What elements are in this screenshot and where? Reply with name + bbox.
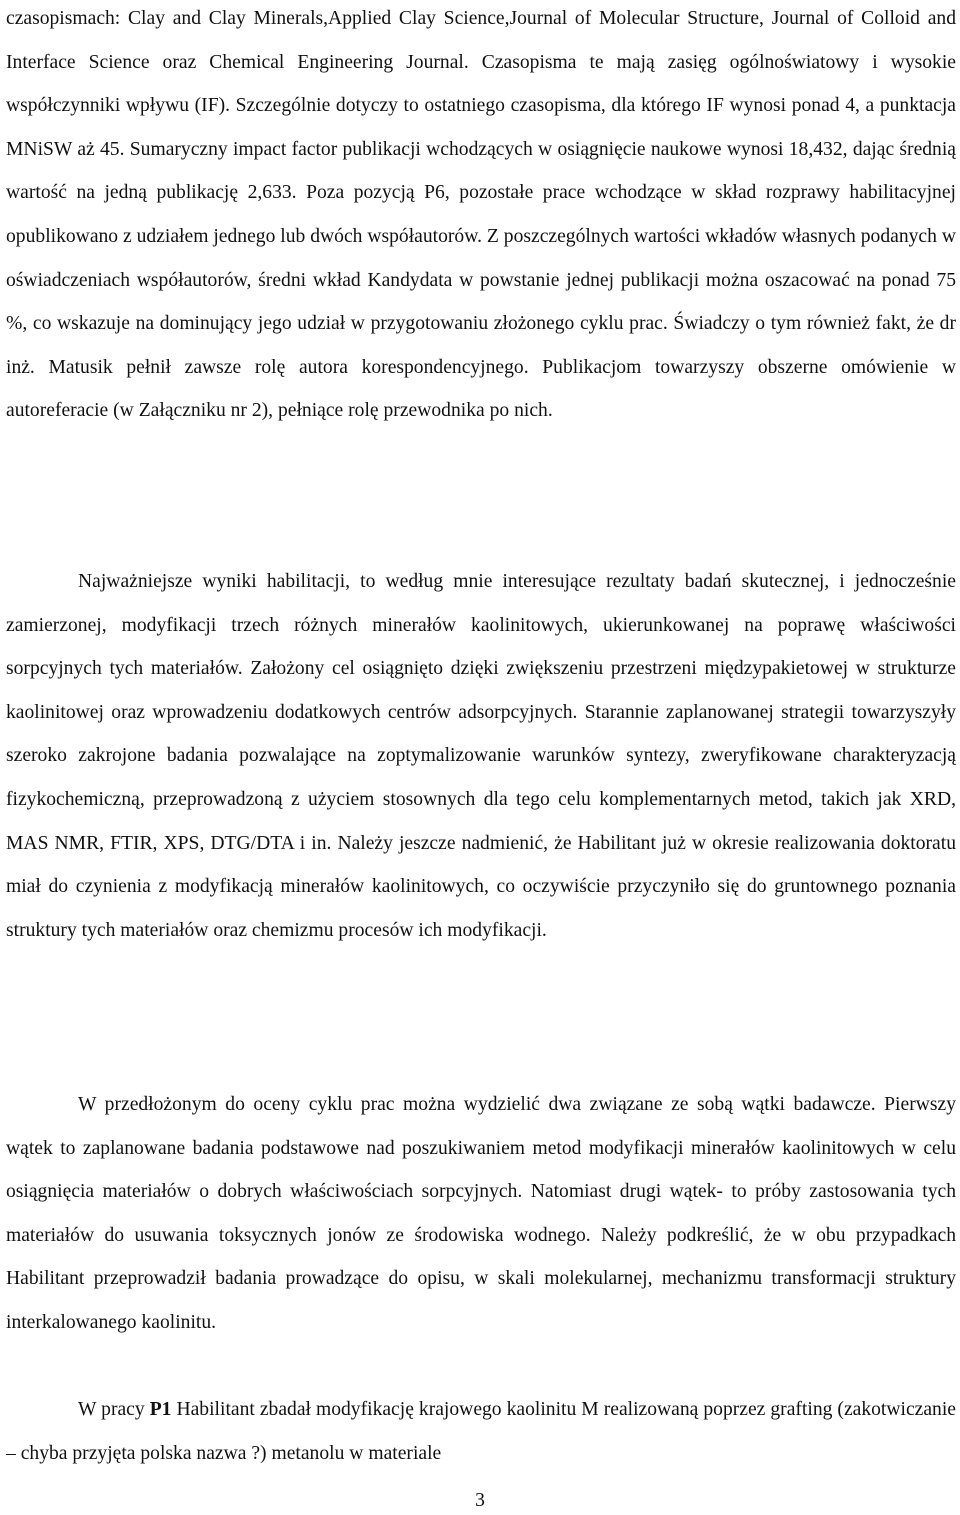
text-segment: czasopismach: Clay and Clay Minerals,Applied Clay Science,Journal of Molecular Structure, Journal of Colloid and Interface Science oraz Chemical Engineering Journal. Czasopisma te mają zasięg ogólnoświatowy i wysokie współczynniki wpływu (IF). Szczególnie dotyczy to ostatniego czasopisma, dla którego IF wynosi ponad 4, a punktacja MNiSW aż 45. Sumaryczny impact factor publikacji wchodzących w osiągnięcie naukowe wynosi 18,432, dając średnią wartość na jedną publikację 2,633. Poza pozycją P6, pozostałe prace wchodzące w skład rozprawy habilitacyjnej opublikowano z udziałem jednego lub dwóch współautorów. Z poszczególnych wartości wkładów własnych podanych w oświadczeniach współautorów, średni wkład Kandydata w powstanie jednej publikacji można oszacować na ponad 75 %, co wskazuje na dominujący jego udział w przygotowaniu złożonego cyklu prac. Świadczy o tym również fakt, że dr inż. Matusik pełnił zawsze rolę autora korespondencyjnego. Publikacjom towarzyszy obszerne omówienie w autoreferacie (w Załączniku nr 2), pełniące rolę przewodnika po nich. (6, 8, 956, 422)
paragraph-research-threads (6, 1083, 956, 1345)
paragraph-p1-work (6, 1388, 956, 1475)
text-segment: Habilitant zbadał modyfikację krajowego kaolinitu M realizowaną poprzez grafting (zakotwiczanie – chyba przyjęta polska nazwa ?) metanolu w materiale (6, 1399, 956, 1464)
text-segment: Najważniejsze wyniki habilitacji, to według mnie interesujące rezultaty badań skutecznej, i jednocześnie zamierzonej, modyfikacji trzech różnych minerałów kaolinitowych, ukierunkowanej na poprawę właściwości sorpcyjnych tych materiałów. Założony cel osiągnięto dzięki zwiększeniu przestrzeni międzypakietowej w strukturze kaolinitowej oraz wprowadzeniu dodatkowych centrów adsorpcyjnych. Starannie zaplanowanej strategii towarzyszyły szeroko zakrojone badania pozwalające na zoptymalizowanie warunków syntezy, zweryfikowane charakteryzacją fizykochemiczną, przeprowadzoną z użyciem stosownych dla tego celu komplementarnych metod, takich jak XRD, MAS NMR, FTIR, XPS, DTG/DTA i in. Należy jeszcze nadmienić, że Habilitant już w okresie realizowania doktoratu miał do czynienia z modyfikacją minerałów kaolinitowych, co oczywiście przyczyniło się do gruntownego poznania struktury tych materiałów oraz chemizmu procesów ich modyfikacji. (6, 571, 956, 941)
paragraph-journals (6, 0, 956, 433)
text-segment: W pracy (78, 1399, 150, 1420)
paragraph-key-results (6, 560, 956, 952)
page-number: 3 (475, 1490, 485, 1511)
text-segment: W przedłożonym do oceny cyklu prac można wydzielić dwa związane ze sobą wątki badawcze. Pierwszy wątek to zaplanowane badania podstawowe nad poszukiwaniem metod modyfikacji minerałów kaolinitowych w celu osiągnięcia materiałów o dobrych właściwościach sorpcyjnych. Natomiast drugi wątek- to próby zastosowania tych materiałów do usuwania toksycznych jonów ze środowiska wodnego. Należy podkreślić, że w obu przypadkach Habilitant przeprowadził badania prowadzące do opisu, w skali molekularnej, mechanizmu transformacji struktury interkalowanego kaolinitu. (6, 1094, 956, 1333)
bold-reference: P1 (149, 1399, 172, 1420)
